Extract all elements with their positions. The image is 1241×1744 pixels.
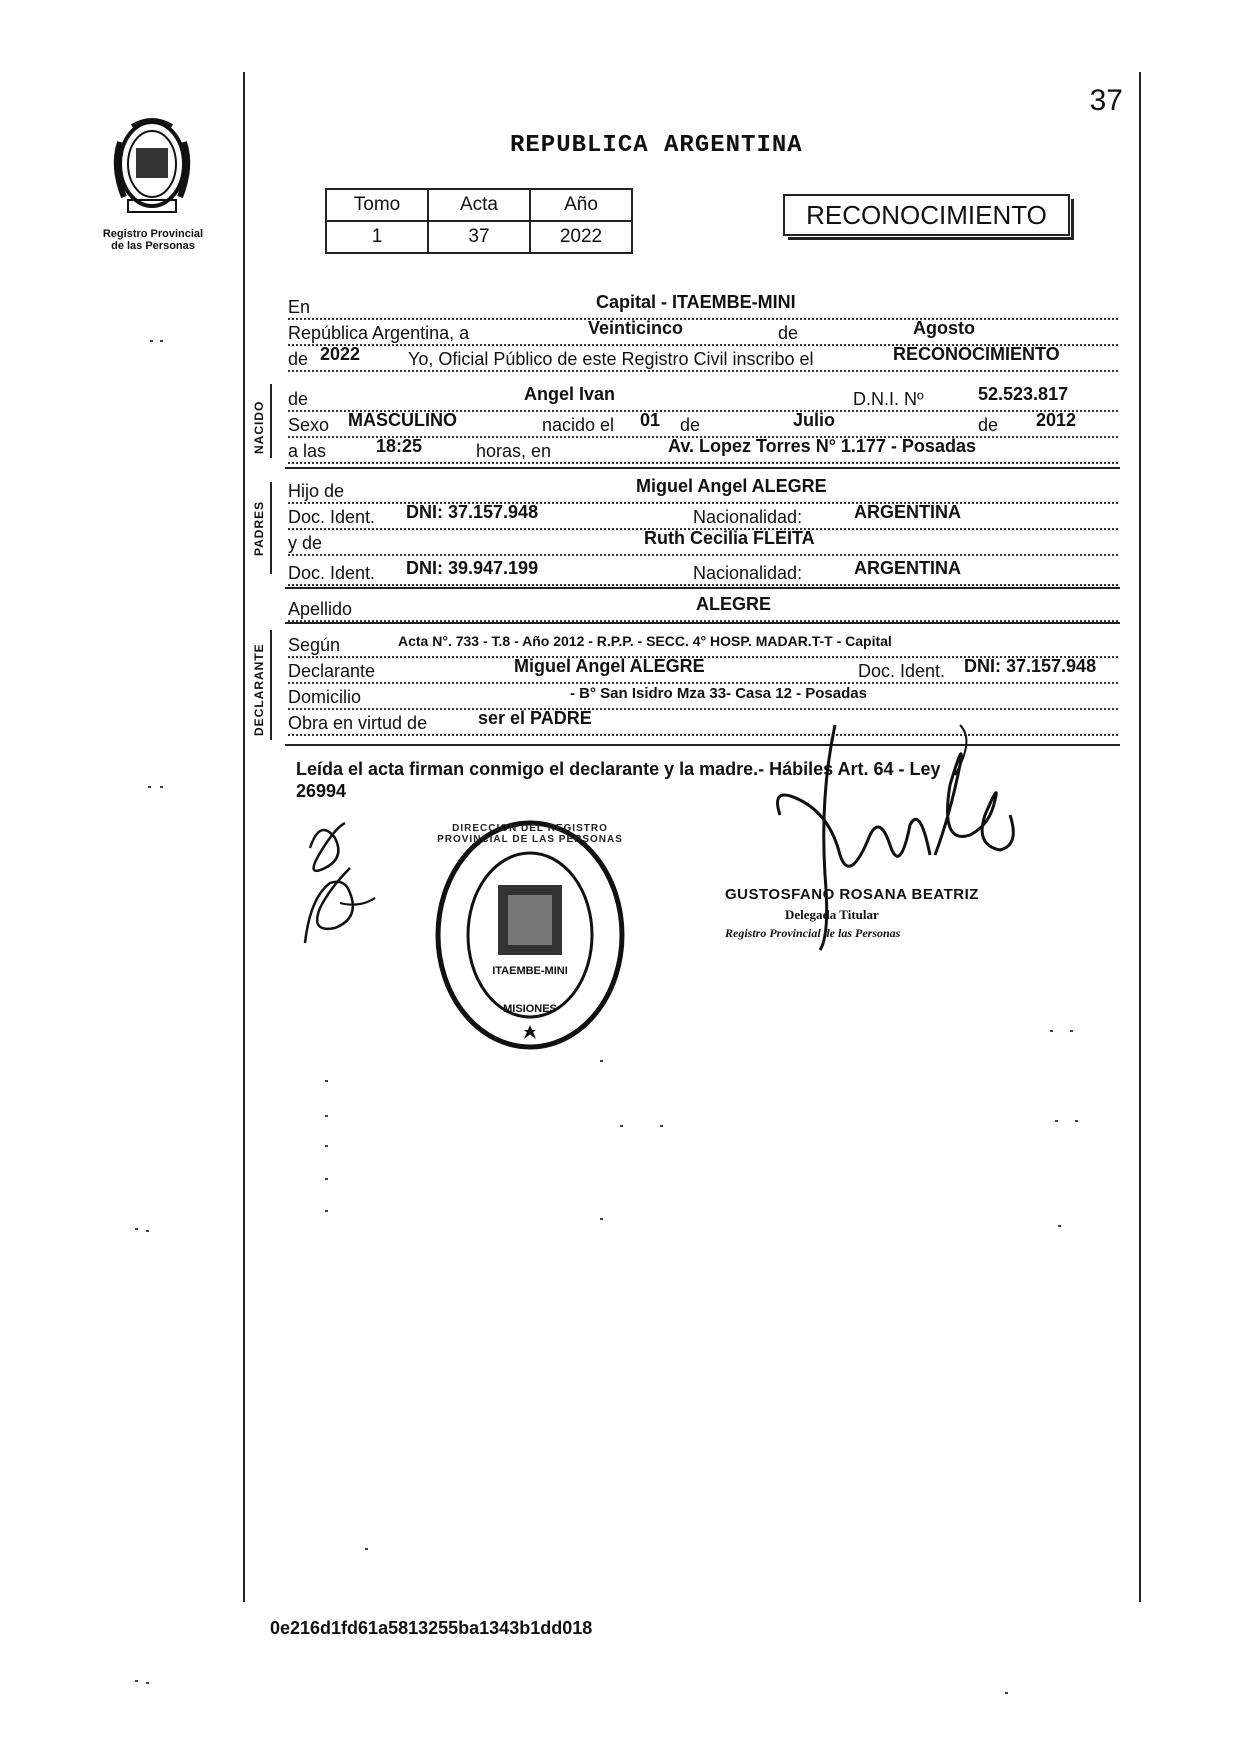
father-nat: ARGENTINA <box>854 502 961 522</box>
year-value: 2022 <box>320 344 361 364</box>
side-label-padres: PADRES <box>252 500 266 556</box>
signatory-office: Registro Provincial de las Personas <box>725 926 901 940</box>
day-value: Veinticinco <box>588 318 684 338</box>
sexo-value: MASCULINO <box>348 410 457 430</box>
de-label: de <box>778 323 799 343</box>
closing-text-line-2: 26994 <box>296 781 347 801</box>
row-nacido-de <box>288 384 1118 412</box>
scan-speck <box>325 1115 328 1117</box>
table-value-acta: 37 <box>428 221 530 253</box>
stamp-bottom-text: MISIONES <box>503 1003 557 1015</box>
scan-speck <box>1058 1225 1061 1227</box>
row-republica <box>288 318 1118 346</box>
row-segun <box>288 634 1118 658</box>
declarante-value: Miguel Angel ALEGRE <box>514 656 705 676</box>
birth-time: 18:25 <box>376 436 423 456</box>
birth-year: 2012 <box>1036 410 1077 430</box>
row-hijo-de <box>288 476 1118 504</box>
scan-speck <box>160 786 163 788</box>
republica-label: República Argentina, a <box>288 323 470 343</box>
nacido-bracket <box>270 384 272 458</box>
doc-ident-label-3: Doc. Ident. <box>858 661 946 681</box>
scan-speck <box>1075 1120 1078 1122</box>
table-header-ano: Año <box>530 189 632 221</box>
scan-speck <box>146 1230 149 1232</box>
obra-value: ser el PADRE <box>478 708 592 728</box>
row-apellido <box>288 594 1118 622</box>
scan-speck <box>160 340 163 342</box>
official-stamp <box>430 815 630 1055</box>
scan-speck <box>1055 1120 1058 1122</box>
doc-ident-label: Doc. Ident. <box>288 507 376 527</box>
divider-1 <box>285 467 1120 469</box>
document-hash: 0e216d1fd61a5813255ba1343b1dd018 <box>270 1618 593 1638</box>
scan-speck <box>600 1060 603 1062</box>
a-las-label: a las <box>288 441 327 461</box>
nacionalidad-label-2: Nacionalidad: <box>693 563 803 583</box>
declarante-bracket <box>270 630 272 740</box>
hijo-de-label: Hijo de <box>288 481 345 501</box>
table-header-acta: Acta <box>428 189 530 221</box>
mother-name: Ruth Cecilia FLEITA <box>644 528 815 548</box>
father-doc: DNI: 37.157.948 <box>406 502 539 522</box>
signatory-title: Delegada Titular <box>785 907 879 922</box>
country-title: REPUBLICA ARGENTINA <box>510 132 803 159</box>
row-y-de <box>288 528 1118 556</box>
closing-text-line-1: Leída el acta firman conmigo el declarante y la madre.- Hábiles Art. 64 - Ley <box>296 759 941 779</box>
declarant-signature <box>290 808 400 948</box>
scan-speck <box>365 1548 368 1550</box>
signatory-block <box>725 886 985 941</box>
row-declarante <box>288 656 1118 684</box>
segun-value: Acta N°. 733 - T.8 - Año 2012 - R.P.P. - SECC. 4° HOSP. MADAR.T-T - Capital <box>398 633 892 649</box>
scan-speck <box>150 340 153 342</box>
de3-label: de <box>680 415 701 435</box>
declarante-doc: DNI: 37.157.948 <box>964 656 1097 676</box>
horas-label: horas, en <box>476 441 552 461</box>
table-value-tomo: 1 <box>326 221 428 253</box>
domicilio-label: Domicilio <box>288 687 362 707</box>
left-margin-line <box>243 72 245 1602</box>
table-value-ano: 2022 <box>530 221 632 253</box>
child-name: Angel Ivan <box>524 384 616 404</box>
scan-speck <box>135 1228 138 1230</box>
dni-label: D.N.I. Nº <box>853 389 924 409</box>
scan-speck <box>1005 1692 1008 1694</box>
divider-3 <box>285 622 1120 624</box>
apellido-label: Apellido <box>288 599 353 619</box>
registry-label-line-1: Registro Provincial <box>102 228 204 240</box>
sexo-label: Sexo <box>288 415 330 435</box>
record-type-box: RECONOCIMIENTO <box>783 194 1070 236</box>
scan-speck <box>1050 1030 1053 1032</box>
scan-speck <box>1070 1030 1073 1032</box>
child-dni: 52.523.817 <box>978 384 1069 404</box>
scan-speck <box>325 1080 328 1082</box>
scan-speck <box>148 786 151 788</box>
en-label: En <box>288 297 311 317</box>
declarante-label: Declarante <box>288 661 376 681</box>
table-header-tomo: Tomo <box>326 189 428 221</box>
signatory-name: GUSTOSFANO ROSANA BEATRIZ <box>725 886 979 903</box>
stamp-inner-text: ITAEMBE-MINI <box>492 965 568 977</box>
side-label-nacido: NACIDO <box>252 400 266 454</box>
province-logo <box>102 112 202 224</box>
row-oficial <box>288 344 1118 372</box>
scan-speck <box>135 1680 138 1682</box>
nacido-de-label: de <box>288 389 309 409</box>
obra-label: Obra en virtud de <box>288 713 428 733</box>
de4-label: de <box>978 415 999 435</box>
y-de-label: y de <box>288 533 323 553</box>
row-father-doc <box>288 502 1118 530</box>
row-en <box>288 292 1118 320</box>
side-label-declarante: DECLARANTE <box>252 643 266 736</box>
row-sexo <box>288 410 1118 438</box>
oficial-text: Yo, Oficial Público de este Registro Civil inscribo el <box>408 349 814 369</box>
father-name: Miguel Angel ALEGRE <box>636 476 827 496</box>
doc-ident-label-2: Doc. Ident. <box>288 563 376 583</box>
segun-label: Según <box>288 635 341 655</box>
record-table <box>325 188 633 254</box>
registry-label-line-2: de las Personas <box>111 240 195 252</box>
de2-label: de <box>288 349 309 369</box>
row-a-las <box>288 436 1118 464</box>
month-value: Agosto <box>913 318 975 338</box>
registry-label <box>90 228 216 252</box>
mother-doc: DNI: 39.947.199 <box>406 558 539 578</box>
right-margin-line <box>1139 72 1141 1602</box>
en-value: Capital - ITAEMBE-MINI <box>596 292 796 312</box>
birth-month: Julio <box>793 410 836 430</box>
scan-speck <box>146 1682 149 1684</box>
mother-nat: ARGENTINA <box>854 558 961 578</box>
act-value: RECONOCIMIENTO <box>893 344 1060 364</box>
nacido-el-label: nacido el <box>542 415 615 435</box>
nacionalidad-label: Nacionalidad: <box>693 507 803 527</box>
domicilio-value: - B° San Isidro Mza 33- Casa 12 - Posadas <box>570 685 867 702</box>
apellido-value: ALEGRE <box>696 594 772 614</box>
birth-place: Av. Lopez Torres N° 1.177 - Posadas <box>668 436 976 456</box>
scan-speck <box>325 1210 328 1212</box>
scan-speck <box>325 1145 328 1147</box>
scan-speck <box>325 1178 328 1180</box>
page-number: 37 <box>1089 84 1123 117</box>
scan-speck <box>620 1125 623 1127</box>
scan-speck <box>600 1218 603 1220</box>
stamp-outer-text: DIRECCION DEL REGISTRO PROVINCIAL DE LAS PERSONAS <box>437 823 623 845</box>
birth-day: 01 <box>640 410 661 430</box>
scan-speck <box>660 1125 663 1127</box>
padres-bracket <box>270 482 272 574</box>
divider-2 <box>285 587 1120 589</box>
row-mother-doc <box>288 558 1118 586</box>
